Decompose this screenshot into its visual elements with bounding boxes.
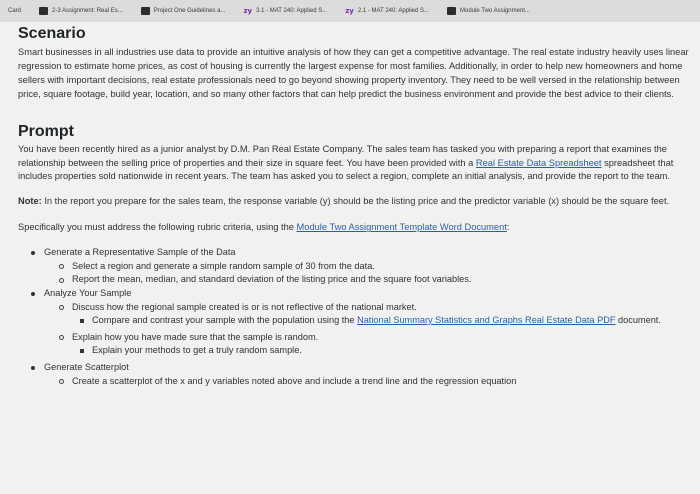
- rubric-subsubitem: [18, 314, 696, 328]
- note-text: In the report you prepare for the sales team, the response variable (y) should be the listing price and the predictor variable (x) should be the square feet.: [41, 196, 670, 207]
- tab-label: 2.1 - MAT 240: Applied S...: [357, 8, 430, 14]
- rubric-subitem: Discuss how the regional sample created is or is not reflective of the national market.: [18, 301, 696, 315]
- rubric-item: Analyze Your Sample: [18, 287, 696, 301]
- specifically-paragraph: [18, 221, 696, 235]
- tab-mat240-2-1[interactable]: [339, 3, 435, 19]
- rubric-item: Generate Scatterplot: [18, 361, 696, 375]
- rubric-item: Generate a Representative Sample of the Data: [18, 246, 696, 260]
- tab-module-two-assignment[interactable]: [441, 3, 536, 19]
- prompt-text-end: spreadsheet that includes properties sold nationwide in recent years. The team has asked you to select a region, complete an initial analysis, and provide the report to the team.: [18, 157, 674, 182]
- template-document-link[interactable]: Module Two Assignment Template Word Document: [296, 222, 507, 233]
- tab-label: Project One Guidelines a...: [153, 8, 226, 14]
- tab-label: 3.1 - MAT 240: Applied S...: [256, 8, 328, 14]
- prompt-text: You have been recently hired as a junior analyst by D.M. Pan Real Estate Company. The sales team has tasked you with preparing a report that examines the relationship between the selling price of properties and their size in square feet. You have been provided with a: [18, 143, 667, 168]
- specifically-text: Specifically you must address the following rubric criteria, using the: [18, 222, 297, 233]
- tab-label: Card: [8, 8, 22, 14]
- tab-card[interactable]: [0, 3, 27, 19]
- prompt-paragraph: [18, 143, 696, 185]
- real-estate-data-link[interactable]: Real Estate Data Spreadsheet: [475, 157, 602, 168]
- doc-icon: [141, 7, 150, 15]
- tab-label: 2-3 Assignment: Real Es...: [52, 8, 123, 14]
- tab-project-one-guidelines[interactable]: [135, 3, 232, 19]
- note-label: Note:: [18, 196, 42, 207]
- note-paragraph: [18, 195, 696, 209]
- prompt-heading: Prompt: [18, 122, 74, 140]
- rubric-subitem: Report the mean, median, and standard deviation of the listing price and the square foot variables.: [18, 273, 696, 287]
- rubric-subitem: Create a scatterplot of the x and y variables noted above and include a trend line and the regression equation: [18, 375, 696, 389]
- doc-icon: [447, 7, 456, 15]
- rubric-subitem: Select a region and generate a simple random sample of 30 from the data.: [18, 260, 696, 274]
- rubric-subitem: Explain how you have made sure that the sample is random.: [18, 331, 696, 345]
- zy-icon: zy: [243, 7, 253, 15]
- scenario-paragraph: Smart businesses in all industries use data to provide an intuitive analysis of how they can get a competitive advantage. The real estate industry heavily uses linear regression to estimate home prices, as cost of housing is currently the largest expense for most families. Additionally, in order to help new homeowners and home sellers with important decisions, real estate professionals need to go beyond showing property inventory. They need to be well versed in the relationship between price, square footage, build year, location, and so many other factors that can help predict the business environment and provide the best advice to their clients.: [18, 47, 689, 99]
- compare-text: Compare and contrast your sample with the population using the: [92, 315, 358, 326]
- zy-icon: zy: [345, 7, 354, 15]
- rubric-subsubitem: Explain your methods to get a truly random sample.: [18, 344, 696, 358]
- compare-text-end: document.: [615, 315, 661, 326]
- rubric-list: [18, 246, 696, 388]
- doc-icon: [39, 7, 48, 15]
- tab-assignment-real-estate[interactable]: [33, 3, 129, 19]
- document-content: [18, 24, 696, 388]
- tab-mat240-3-1[interactable]: [237, 3, 333, 19]
- scenario-heading: Scenario: [18, 25, 86, 42]
- specifically-end: :: [506, 222, 510, 233]
- browser-tab-bar: [0, 0, 700, 22]
- national-summary-link[interactable]: National Summary Statistics and Graphs Real Estate Data PDF: [357, 315, 616, 326]
- tab-label: Module Two Assignment...: [460, 8, 530, 14]
